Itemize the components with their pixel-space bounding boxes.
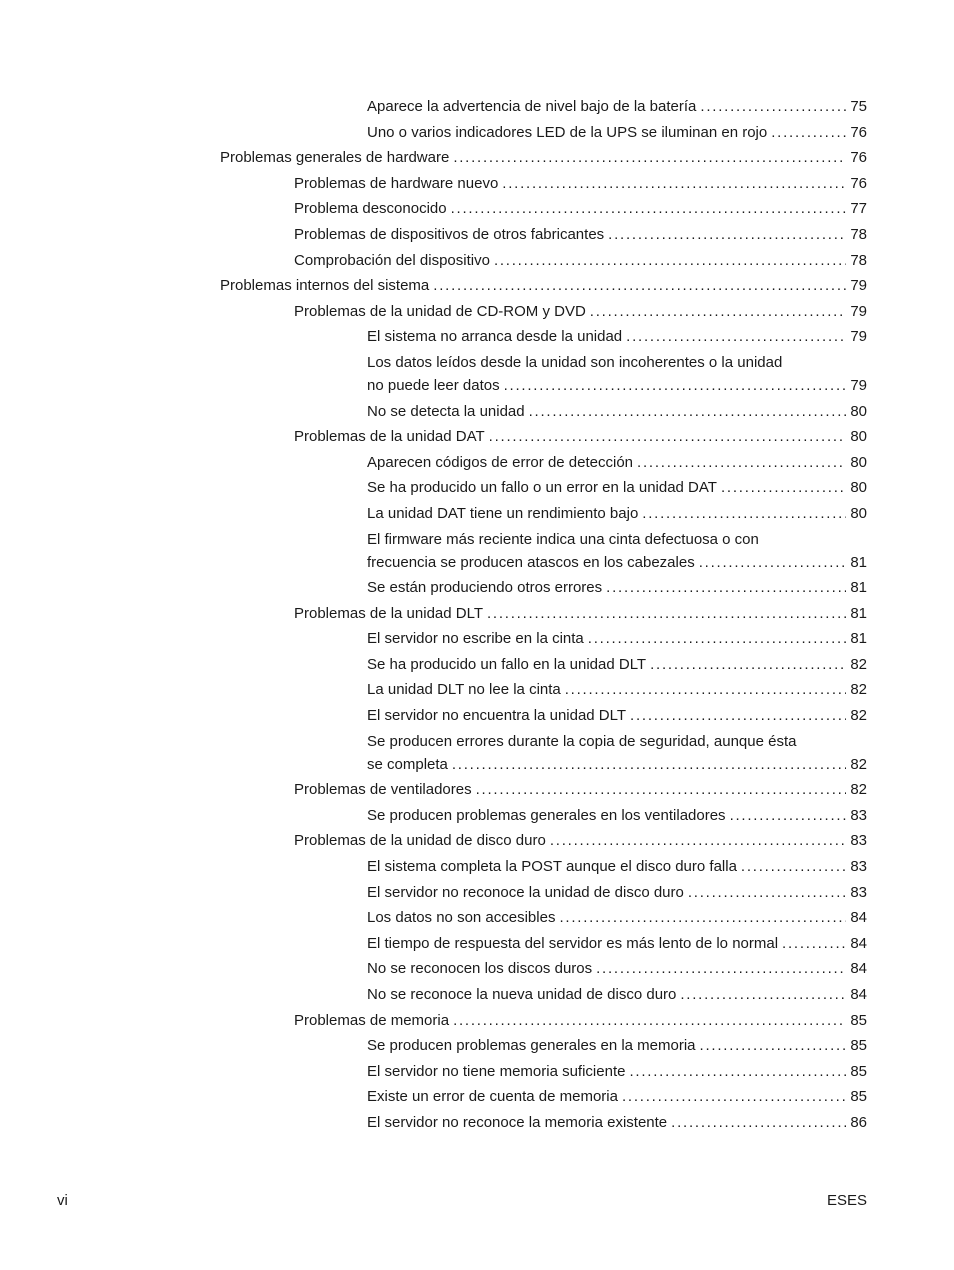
dot-leader: [688, 881, 846, 904]
toc-entry[interactable]: [367, 351, 954, 397]
toc-entry-title: El tiempo de respuesta del servidor es más lento de lo normal: [367, 934, 779, 952]
toc-entry[interactable]: [367, 476, 954, 499]
toc-entry[interactable]: [294, 172, 954, 195]
dot-leader: [476, 778, 847, 801]
toc-entry-page: 83: [850, 806, 867, 824]
toc-entry-title: Problemas internos del sistema: [220, 277, 430, 295]
toc-entry[interactable]: [294, 1009, 954, 1032]
toc-entry-title: no puede leer datos: [367, 376, 500, 394]
toc-entry-page: 84: [850, 934, 867, 952]
toc-entry[interactable]: [367, 1085, 954, 1108]
toc-entry-title: El servidor no tiene memoria suficiente: [367, 1062, 626, 1080]
toc-entry-title: Problemas de la unidad DLT: [294, 604, 483, 622]
toc-entry-page: 80: [850, 504, 867, 522]
dot-leader: [596, 957, 846, 980]
toc-entry-page: 85: [850, 1037, 867, 1055]
toc-entry-page: 82: [850, 707, 867, 725]
toc-entry-title: Problemas generales de hardware: [220, 149, 450, 167]
toc-entry-title: Se producen problemas generales en los ventiladores: [367, 806, 726, 824]
toc-entry-page: 80: [850, 402, 867, 420]
toc-entry-title: Aparece la advertencia de nivel bajo de la batería: [367, 98, 697, 115]
toc-entry-page: 78: [850, 251, 867, 269]
page-number: vi: [57, 1192, 68, 1209]
toc-entry[interactable]: [294, 249, 954, 272]
toc-entry[interactable]: [367, 576, 954, 599]
dot-leader: [630, 704, 846, 727]
dot-leader: [489, 425, 847, 448]
dot-leader: [642, 502, 846, 525]
toc-entry-title: Comprobación del dispositivo: [294, 251, 490, 269]
dot-leader: [622, 1085, 846, 1108]
toc-entry-page: 82: [850, 655, 867, 673]
toc-entry-title: frecuencia se producen atascos en los cabezales: [367, 553, 695, 571]
dot-leader: [606, 576, 846, 599]
dot-leader: [771, 121, 846, 144]
toc-entry[interactable]: [367, 121, 954, 144]
toc-entry-title: Existe un error de cuenta de memoria: [367, 1088, 618, 1106]
toc-entry-page: 83: [850, 858, 867, 876]
toc-entry-page: 80: [850, 479, 867, 497]
toc-entry-page: 86: [850, 1113, 867, 1131]
toc-entry-page: 80: [850, 453, 867, 471]
toc-entry[interactable]: [367, 932, 954, 955]
toc-entry-page: 76: [850, 149, 867, 167]
language-code: ESES: [826, 1192, 867, 1209]
toc-entry[interactable]: [367, 906, 954, 929]
toc-entry-page: 76: [850, 174, 867, 192]
dot-leader: [730, 804, 847, 827]
toc-entry-title-line: Se producen errores durante la copia de seguridad, aunque ésta: [367, 732, 797, 750]
toc-entry-title: Se ha producido un fallo o un error en la unidad DAT: [367, 479, 717, 497]
dot-leader: [626, 325, 846, 348]
toc-entry-title: Uno o varios indicadores LED de la UPS se iluminan en rojo: [367, 123, 768, 141]
toc-entry-page: 76: [850, 123, 867, 141]
toc-entry-title: No se reconocen los discos duros: [367, 960, 593, 978]
toc-entry-title: La unidad DAT tiene un rendimiento bajo: [367, 504, 639, 522]
toc-entry-title: Problemas de dispositivos de otros fabricantes: [294, 225, 605, 243]
toc-entry-page: 78: [850, 225, 867, 243]
toc-entry[interactable]: [367, 855, 954, 878]
toc-entry-title: El servidor no encuentra la unidad DLT: [367, 707, 627, 725]
toc-entry-title: Se están produciendo otros errores: [367, 579, 603, 597]
toc-entry-title: Problemas de memoria: [294, 1011, 450, 1029]
toc-entry-page: 79: [850, 302, 867, 320]
dot-leader: [550, 829, 846, 852]
toc-entry-title: Los datos no son accesibles: [367, 909, 556, 927]
dot-leader: [451, 197, 847, 220]
toc-entry-title: No se detecta la unidad: [367, 402, 525, 420]
dot-leader: [453, 146, 846, 169]
toc-entry-page: 83: [850, 832, 867, 850]
dot-leader: [699, 551, 847, 574]
toc-entry-page: 81: [850, 630, 867, 648]
dot-leader: [629, 1060, 846, 1083]
toc-entry-page: 80: [850, 428, 867, 446]
toc-entry-page: 82: [850, 781, 867, 799]
toc-entry-page: 83: [850, 883, 867, 901]
toc-entry[interactable]: [367, 678, 954, 701]
dot-leader: [650, 653, 846, 676]
dot-leader: [782, 932, 846, 955]
toc-entry-title-line: Los datos leídos desde la unidad son incoherentes o la unidad: [367, 353, 783, 371]
dot-leader: [680, 983, 846, 1006]
dot-leader: [671, 1111, 846, 1134]
toc-entry-page: 85: [850, 1011, 867, 1029]
toc-entry-page: 84: [850, 986, 867, 1003]
toc-entry-title: Aparecen códigos de error de detección: [367, 453, 634, 471]
toc-entry[interactable]: [294, 425, 954, 448]
toc-entry-title-line: El firmware más reciente indica una cinta defectuosa o con: [367, 530, 759, 548]
toc-entry-title: No se reconoce la nueva unidad de disco duro: [367, 986, 677, 1003]
toc-entry-page: 81: [850, 604, 867, 622]
toc-entry[interactable]: [220, 274, 954, 297]
toc-entry-title: El servidor no reconoce la unidad de disco duro: [367, 883, 684, 901]
toc-entry[interactable]: [367, 1111, 954, 1134]
toc-entry[interactable]: [294, 602, 954, 625]
toc-entry-title: La unidad DLT no lee la cinta: [367, 681, 561, 699]
toc-entry-page: 79: [850, 328, 867, 346]
toc-entry[interactable]: [367, 451, 954, 474]
toc-entry-title: Problemas de la unidad DAT: [294, 428, 485, 446]
toc-entry-page: 82: [850, 681, 867, 699]
toc-entry[interactable]: [294, 829, 954, 852]
toc-entry-title: Problemas de la unidad de disco duro: [294, 832, 546, 850]
toc-entry-page: 84: [850, 909, 867, 927]
toc-entry[interactable]: [294, 300, 954, 323]
toc-entry-title: El servidor no reconoce la memoria existente: [367, 1113, 668, 1131]
dot-leader: [588, 627, 847, 650]
dot-leader: [741, 855, 846, 878]
dot-leader: [453, 1009, 846, 1032]
toc-entry[interactable]: [294, 197, 954, 220]
toc-entry[interactable]: [367, 704, 954, 727]
table-of-contents: [0, 95, 954, 1137]
toc-entry-title: Problema desconocido: [294, 200, 447, 218]
dot-leader: [721, 476, 846, 499]
dot-leader: [487, 602, 846, 625]
toc-entry[interactable]: [367, 325, 954, 348]
dot-leader: [700, 95, 846, 118]
toc-entry-title: Problemas de hardware nuevo: [294, 174, 499, 192]
toc-entry[interactable]: [294, 778, 954, 801]
toc-entry[interactable]: [367, 881, 954, 904]
dot-leader: [433, 274, 846, 297]
toc-entry-page: 81: [850, 579, 867, 597]
toc-entry-title: Problemas de la unidad de CD-ROM y DVD: [294, 302, 586, 320]
dot-leader: [559, 906, 846, 929]
toc-entry[interactable]: [367, 804, 954, 827]
toc-entry-page: 85: [850, 1088, 867, 1106]
dot-leader: [494, 249, 846, 272]
toc-entry-title: Se producen problemas generales en la memoria: [367, 1037, 696, 1055]
toc-entry-page: 84: [850, 960, 867, 978]
toc-entry-page: 79: [850, 376, 867, 394]
toc-entry[interactable]: [367, 400, 954, 423]
toc-entry-page: 75: [850, 98, 867, 115]
dot-leader: [637, 451, 846, 474]
toc-entry-title: El sistema completa la POST aunque el disco duro falla: [367, 858, 737, 876]
toc-entry[interactable]: [367, 653, 954, 676]
dot-leader: [565, 678, 847, 701]
toc-entry-page: 79: [850, 277, 867, 295]
toc-entry-title: se completa: [367, 755, 448, 773]
toc-entry-page: 77: [850, 200, 867, 218]
toc-entry[interactable]: [367, 502, 954, 525]
dot-leader: [608, 223, 846, 246]
toc-entry-title: Problemas de ventiladores: [294, 781, 472, 799]
toc-entry-title: El sistema no arranca desde la unidad: [367, 328, 623, 346]
dot-leader: [504, 374, 847, 397]
toc-entry[interactable]: [367, 730, 954, 776]
dot-leader: [452, 753, 846, 776]
toc-entry[interactable]: [294, 223, 954, 246]
toc-entry[interactable]: [367, 95, 954, 118]
dot-leader: [502, 172, 846, 195]
toc-entry[interactable]: [220, 146, 954, 169]
dot-leader: [590, 300, 847, 323]
toc-entry-page: 85: [850, 1062, 867, 1080]
dot-leader: [529, 400, 847, 423]
toc-entry[interactable]: [367, 983, 954, 1006]
toc-entry[interactable]: [367, 528, 954, 574]
toc-entry-title: Se ha producido un fallo en la unidad DLT: [367, 655, 647, 673]
toc-entry-page: 82: [850, 755, 867, 773]
toc-entry[interactable]: [367, 1060, 954, 1083]
toc-entry-title: El servidor no escribe en la cinta: [367, 630, 584, 648]
toc-entry[interactable]: [367, 627, 954, 650]
dot-leader: [700, 1034, 847, 1057]
toc-entry[interactable]: [367, 1034, 954, 1057]
toc-entry-page: 81: [850, 553, 867, 571]
toc-entry[interactable]: [367, 957, 954, 980]
